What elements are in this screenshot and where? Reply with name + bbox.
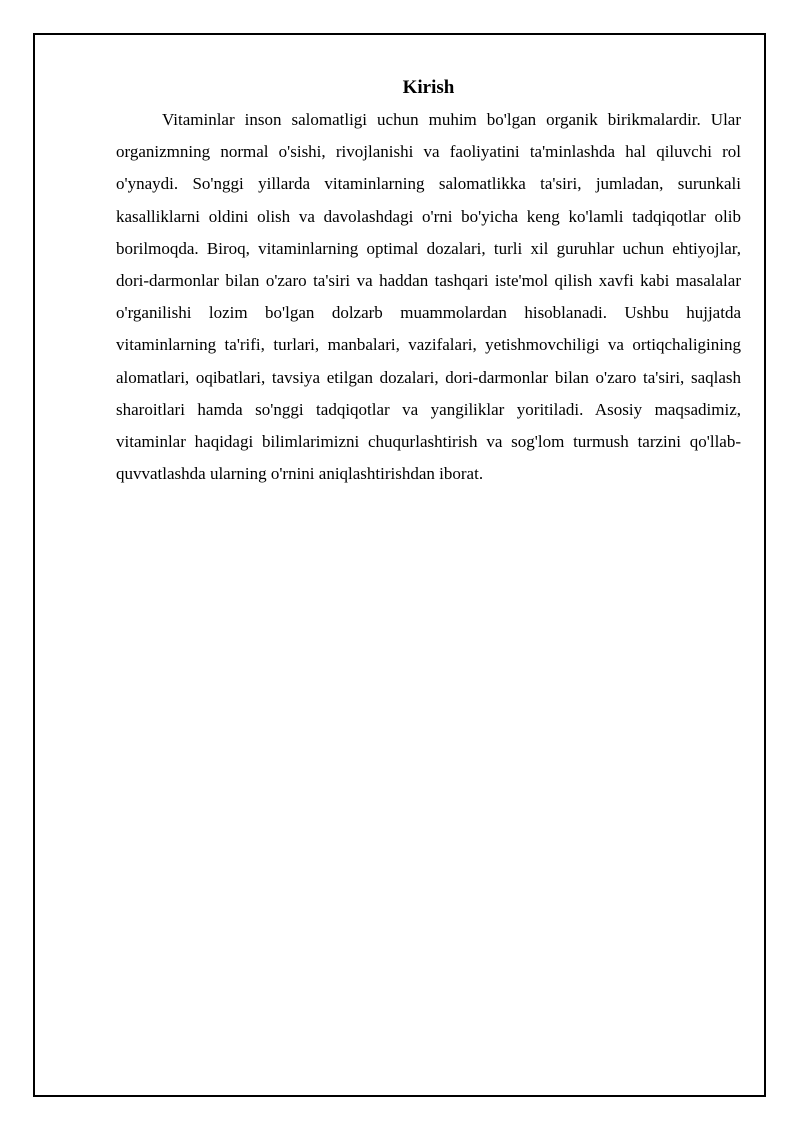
intro-paragraph: Vitaminlar inson salomatligi uchun muhim bo'lgan organik birikmalardir. Ular organizmning normal o'sishi, rivojlanishi va faoliyatini ta'minlashda hal qiluvchi rol o'ynaydi. So'nggi yillarda vitaminlarning salomatlikka ta'siri, jumladan, surunkali kasalliklarni oldini olish va davolashdagi o'rni bo'yicha keng ko'lamli tadqiqotlar olib borilmoqda. Biroq, vitaminlarning optimal dozalari, turli xil guruhlar uchun ehtiyojlar, dori-darmonlar bilan o'zaro ta'siri va haddan tashqari iste'mol qilish xavfi kabi masalalar o'rganilishi lozim bo'lgan dolzarb muammolardan hisoblanadi. Ushbu hujjatda vitaminlarning ta'rifi, turlari, manbalari, vazifalari, yetishmovchiligi va ortiqchaligining alomatlari, oqibatlari, tavsiya etilgan dozalari, dori-darmonlar bilan o'zaro ta'siri, saqlash sharoitlari hamda so'nggi tadqiqotlar va yangiliklar yoritiladi. Asosiy maqsadimiz, vitaminlar haqidagi bilimlarimizni chuqurlashtirish va sog'lom turmush tarzini qo'llab-quvvatlashda ularning o'rnini aniqlashtirishdan iborat. (116, 110, 741, 484)
document-title: Kirish (402, 77, 455, 98)
document-body (116, 74, 741, 490)
